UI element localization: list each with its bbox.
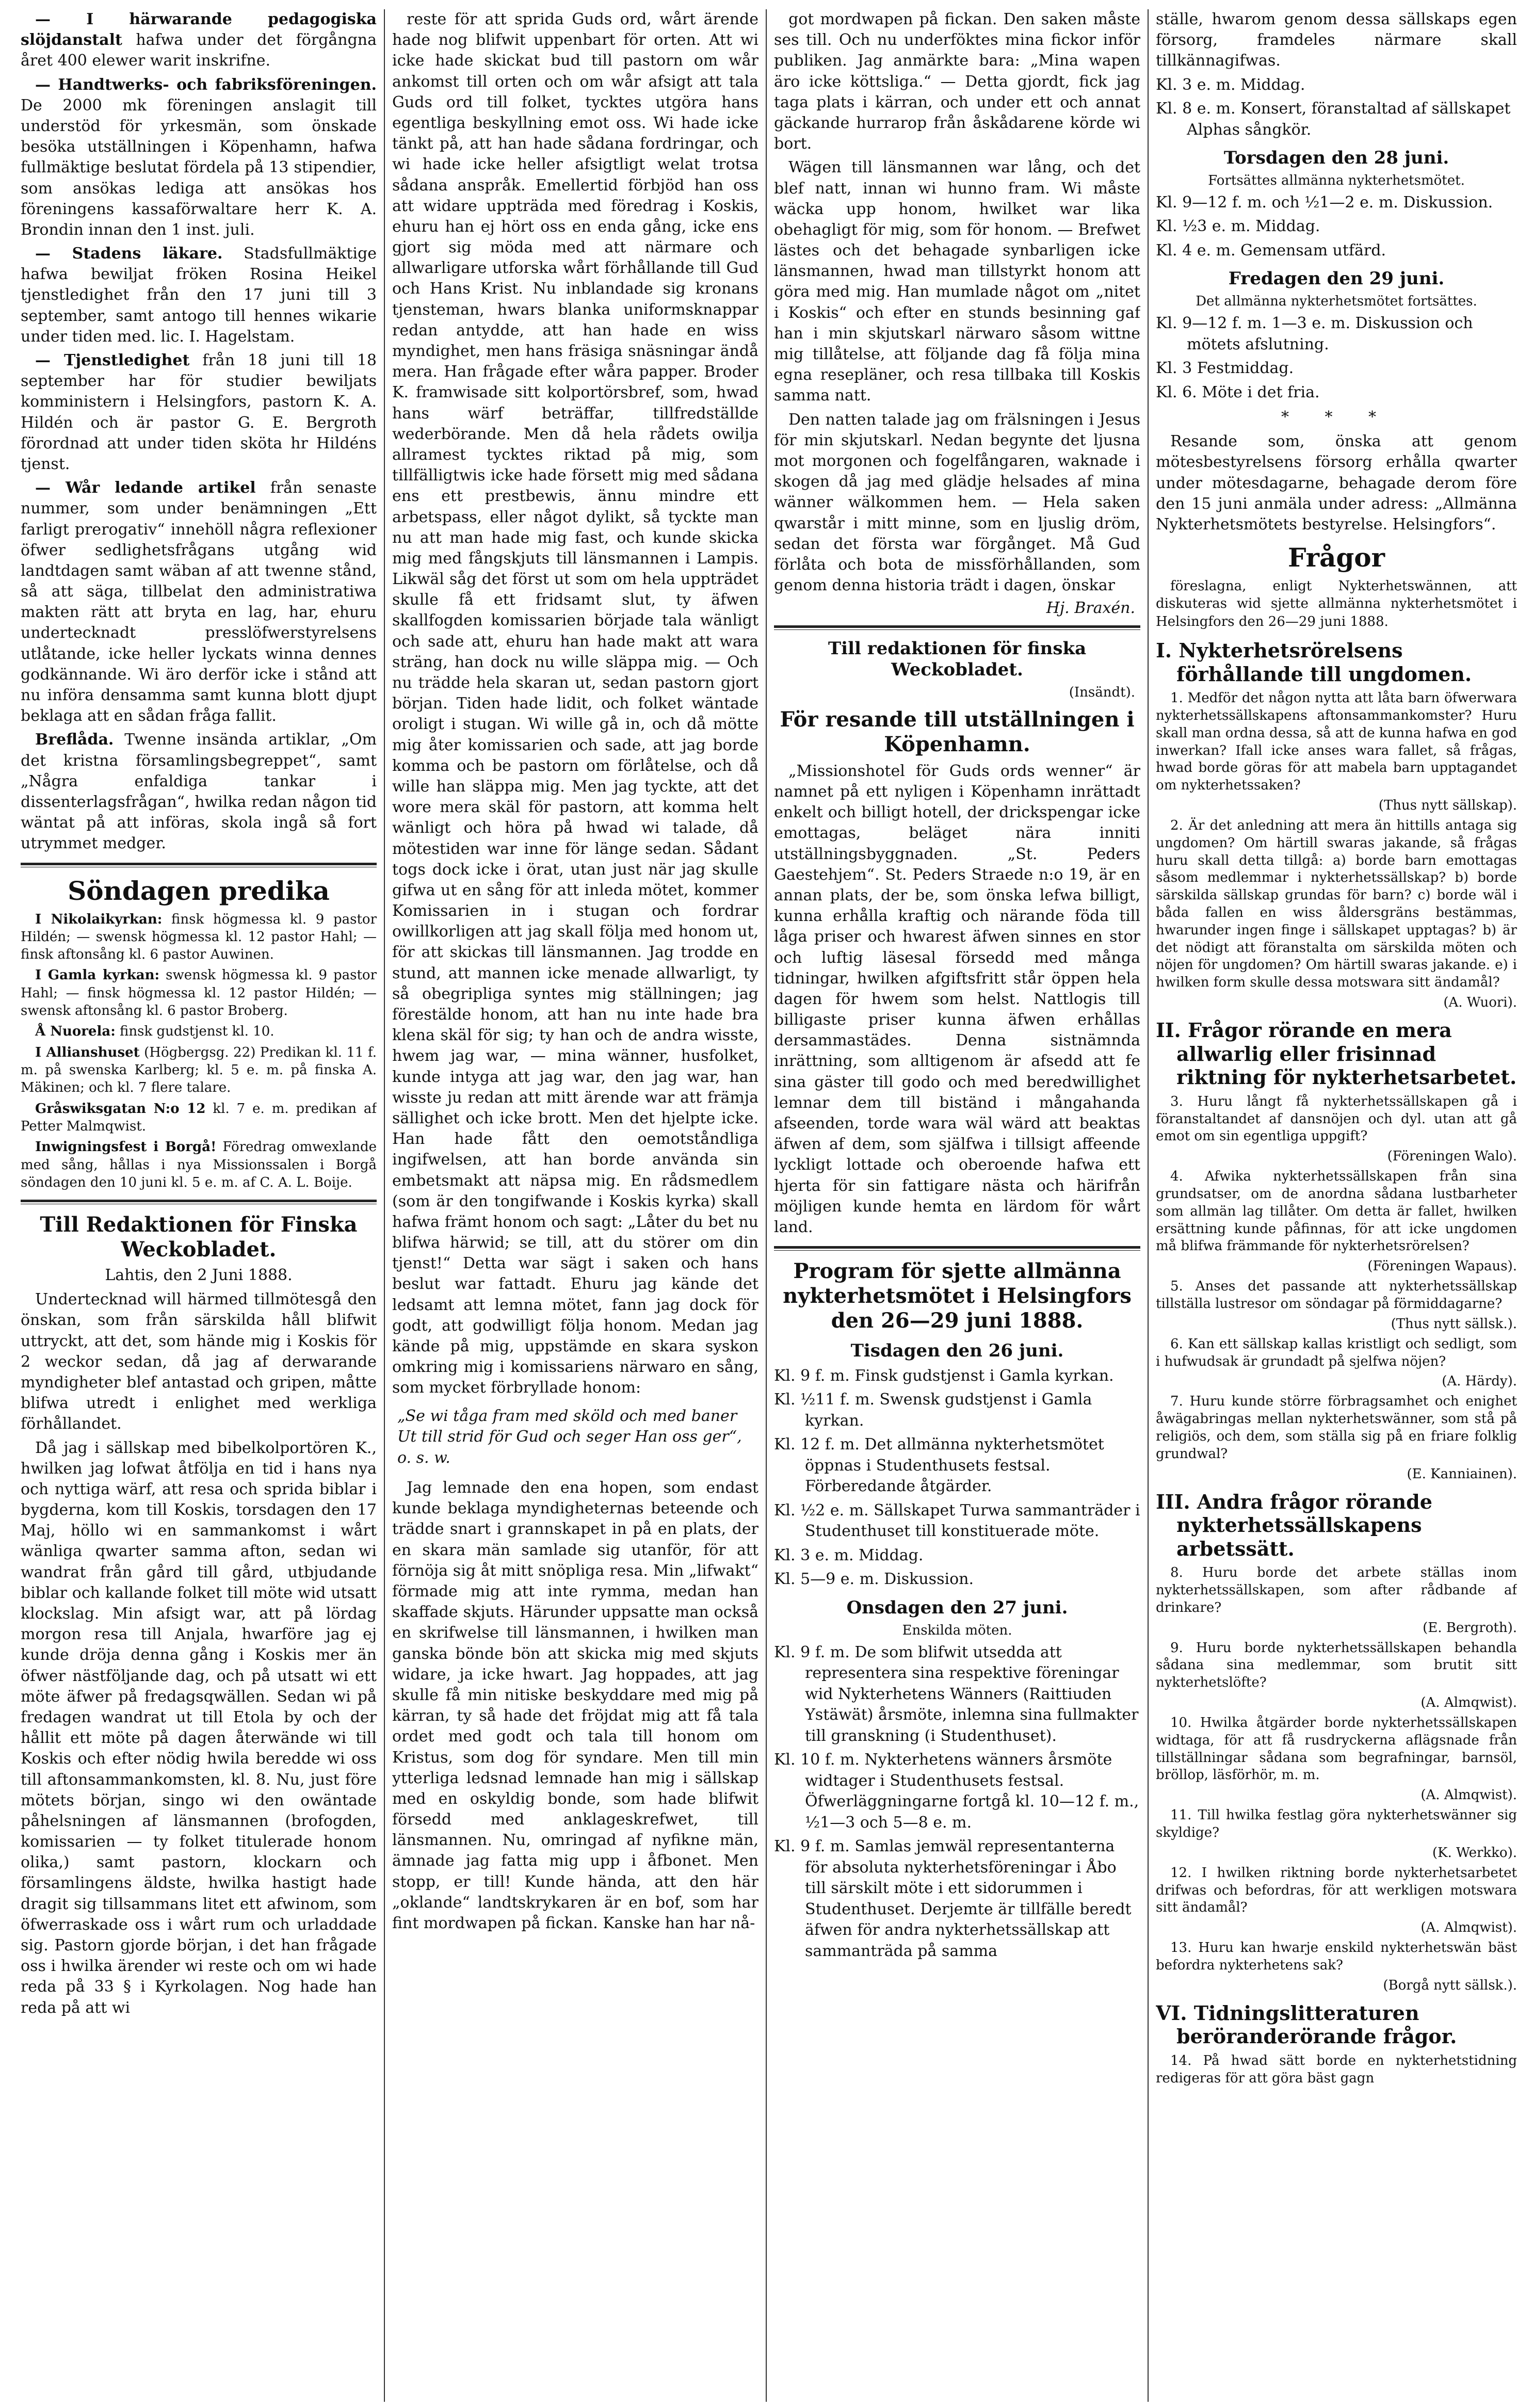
question: 2. Är det anledning att mera än hittills antaga sig ungdomen? Om härtill swaras jakande, så frågas huru skall detta tillgå: a) borde barn emottagas såsom medlemmar i nykterhetssällskap? b) borde särskilda sällskap grundas för barn? c) borde wäl i båda fallen en wiss åldersgräns bestämmas, hwarunder ingen finge i sällskapet upptagas? b) är det nödigt att föranstalta om särskilda möten och nöjen för ungdomen? Om härtill swaras jakande. e) i hwilken form skulle dessa motswara sitt ändamål? [1156,818,1517,991]
day-heading: Fredagen den 29 juni. [1228,268,1445,289]
item-text: kl. 7 e. m. predikan af Petter Malmqwist. [21,1101,377,1134]
news-item [21,730,377,854]
paragraph: reste för att sprida Guds ord, wårt ärende hade nog blifwit uppenbart för orten. Att wi icke hade skickat bud till pastorn om wår ankomst till orten och om wår afsigt att tala Guds ord till folket, tycktes utgöra hans egentliga beskyllning emot oss. Wi hade icke tänkt på, att han hade sådana fordringar, och wi hade icke heller afsigtligt welat trotsa sådana anspråk. Emellertid förbjöd han oss att widare uppträda med föredrag i Koskis, ehuru han ej hört oss en enda gång, icke ens gjort sig möda med att närmare och allwarligare utforska wårt förhållande till Gud och Hans Krist. Nu inblandade sig kronans tjensteman, hwars blanka uniformsknappar redan antydde, att han hade en wiss myndighet, men hans fräsiga snäsningar ändå mera. Han frågade efter wåra papper. Broder K. framwisade sitt kolportörsbref, som, hwad hans wärf beträffar, tillfredställde wederbörande. Men då hela rådets owilja allramest tycktes riktad på mig, som tillfälligtwis icke hade försett mig med sådana ens ett prestbewis, ännu mindre ett arbetspass, eller något dylikt, så tyckte man nu att man hade mig fast, och kunde skicka mig med fångskjuts till länsmannen i Lampis. Likwäl såg det först ut som om hela uppträdet skulle få ett fridsamt slut, ty äfwen skallfogden komissarien började tala wänligt och sade att, ehuru han hade makt att wara sträng, han dock nu wille släppa mig. — Och nu trädde hela skaran ut, sedan pastorn gjort början. Tiden hade lidit, och folket wäntade oroligt i stugan. Wi wille gå in, och då mötte mig åter komissarien och sade, att jag borde komma och be pastorn om förlåtelse, och då wille han släppa mig. Men jag tyckte, att det wore mera skäl för pastorn, att komma helt wänligt och höra på hwad wi talade, då mötestiden war inne för länge sedan. Sådant togs dock icke i örat, utan just när jag skulle gifwa ut en sång för att inleda mötet, kommer Komissarien in i stugan och fordrar owillkorligen att jag skall följa med honom ut, för att skickas till länsmannen. Jag trodde en stund, att mannen icke menade allwarligt, ty så obegripliga syntes mig ställningen; jag förestälde honom, att han nu inte hade bra klena skäl för sig; ty han och de andra wisste, hwem jag war, — mina wänner, husfolket, kunde intyga att jag war, den jag war, han wisste ju redan att mitt ärende war att främja sällighet och icke brott. Men det hjelpte icke. Han hade fått den oemotståndliga ingifwelsen, att han borde använda sin embetsmakt att näpsa mig. En rådsmedlem (som är den tongifwande i Koskis kyrka) skall hafwa främt honom och sagt: „Låter du bet nu blifwa härwid; se till, att du störer om din tjenst!“ Detta war sägt i saken och hans beslut war fattadt. Ehuru jag kände det ledsamt att lemna mötet, fann jag dock för godt, att godwilligt följa honom. Medan jag kände på mig, uppstämde en skara syskon omkring mig i komissariens närwaro en sång, som mycket förbryllade honom: [392,10,759,1397]
item-text: hafwa under det förgångna året 400 elewer warit inskrifne. [21,31,377,70]
paragraph: Jag lemnade den ena hopen, som endast kunde beklaga myndigheternas beteende och trädde snart i grannskapet in på en plats, der en skara män samlade sig utanför, för att förnöja sig åt mitt snöpliga resa. Min „lifwakt“ förmade mig att inte rymma, medan han skaffade skjuts. Härunder uppsatte man också en skrifwelse till länsmannen, i hwilken man ganska bönde bön att skicka mig med skjuts widare, ja icke hwart. Jag hoppades, att jag skulle få min nitiske beskyddare med mig på kärran, ty så hade det fröjdat mig att få tala ordet med godt och tala till honom om Kristus, som dog för syndare. Men till min ytterliga ledsnad lemnade han mig i sällskap med en oskyldig bonde, som hade blifwit försedd med anklageskrefwet, till länsmannen. Nu, omringad af nyfikne män, ämnade jag fatta mig upp i åfbonet. Men stopp, er till! Kunde hända, att den här „oklande“ landtskrykaren är en bof, som har fint mordwapen på fickan. Kanske han har nå- [392,1479,759,1932]
hotel-body [774,761,1140,1238]
question-list [1156,1093,1517,1482]
item-text: från 18 juni till 18 september har för studier bewiljats komministern i Helsingfors, pastorn K. A. Hildén och är pastor G. E. Bergroth förordnad att under tiden sköta hr Hildéns tjenst. [21,351,377,473]
question-list [1156,2053,1517,2088]
question: 6. Kan ett sällskap kallas kristligt och sedligt, som i hufwudsak är grundadt på sjelfwa nöjen? [1156,1336,1517,1369]
news-item [21,1100,377,1136]
verse-line: Ut till strid för Gud och seger Han oss ger“, o. s. w. [397,1428,742,1467]
letter-end [774,9,1140,596]
column-4 [1156,9,1517,2402]
separator [21,1200,377,1204]
day-subheading: Det allmänna nykterhetsmötet fortsättes. [1196,294,1477,310]
item-text: Twenne insända artiklar, „Om det kristna församlingsbegreppet“, samt „Några enfaldiga tankar i dissenterlagsfrågan“, hwilka redan någon tid wäntat på att införas, skola ingå så fort utrymmet medger. [21,731,377,853]
item-lead: Å Nuorela: [35,1024,116,1040]
separator [774,1246,1140,1251]
news-item [21,1023,377,1040]
section-heading: II. Frågor rörande en mera allwarlig eller frisinnad riktning för nykterhetsarbetet. [1156,1018,1517,1089]
schedule-item: Kl. 9—12 f. m. 1—3 e. m. Diskussion och mötets afslutning. [1156,314,1473,353]
question: 9. Huru borde nykterhetssällskapen behandla sådana sina medlemmar, som brutit sitt nykterhetslöfte? [1156,1640,1517,1691]
notice-heading: Till redaktionen för finska Weckobladet. [828,638,1087,681]
question-credit: (Föreningen Walo). [1387,1149,1517,1165]
question: 1. Medför det någon nytta att låta barn öfwerwara nykterhetssällskapens aftonsammankomster? Huru skall man ordna dessa, så att de kunna hafwa en god inwerkan? Ifall icke anses wara fallet, så frågas, hwad borde göras för att mabela barn upptagandet om nykterhetssaken? [1156,690,1517,794]
question: 8. Huru borde det arbete ställas inom nykterhetssällskapen, som after rådbande af drinkare? [1156,1565,1517,1615]
schedule-item: Kl. 4 e. m. Gemensam utfärd. [1156,241,1386,260]
item-lead: — Tjenstledighet [35,351,190,369]
questions-heading: Frågor [1287,542,1385,573]
question: 4. Afwika nykterhetssällskapen från sina grundsatser, om de anordna sådana lustbarheter som allmän lag tillåter. Om detta är fallet, hwilken ersättning kunde påfinnas, för att icke ungdomen må blifwa främmande för nykterhetsrörelsen? [1156,1169,1517,1254]
schedule-item: Kl. 9 f. m. Finsk gudstjenst i Gamla kyrkan. [774,1366,1114,1385]
item-text: Föredrag omwexlande med sång, hållas i nya Missionssalen i Borgå söndagen den 10 juni kl. 5 e. m. af C. A. L. Boije. [21,1139,377,1190]
question: 5. Anses det passande att nykterhetssällskap tillställa lustresor om söndagar på förmiddagarne? [1156,1279,1517,1312]
day-heading: Torsdagen den 28 juni. [1223,148,1449,169]
schedule-cont: ställe, hwarom genom dessa sällskaps egen försorg, framdeles närmare skall tillkännagifwas. [1156,10,1517,70]
question: 7. Huru kunde större förbragsamhet och enighet åwägabringas mellan nykterhetswänner, som stå på religiös, och dem, som ställa sig på en friare folklig grundwal? [1156,1394,1517,1462]
item-lead: — I härwarande pedagogiska slöjdanstalt [21,10,377,50]
day-schedule [774,1642,1140,1962]
letter-continuation [392,9,759,1399]
item-lead: — Stadens läkare. [35,245,223,263]
question: 10. Hwilka åtgärder borde nykterhetssällskapen widtaga, för att få rusdryckerna aflägsnade från tillställningar sådana som begrafningar, barnsöl, bröllop, läsförhör, m. m. [1156,1715,1517,1783]
section-heading: I. Nykterhetsrörelsens förhållande till ungdomen. [1156,639,1472,686]
news-item [21,350,377,475]
schedule-item: Kl. 3 e. m. Middag. [1156,75,1305,94]
paragraph: Undertecknad will härmed tillmötesgå den önskan, som från särskilda håll blifwit uttryckt, att det, som hände mig i Koskis för 2 weckor sedan, då jag af derwarande myndigheter blef antastad och gripen, måtte blifwa utredt i enlighet med werkliga förhållandet. [21,1290,377,1433]
schedule-item: Kl. 8 e. m. Konsert, föranstaltad af sällskapet Alphas sångkör. [1156,100,1511,139]
item-text: från senaste nummer, som under benämningen „Ett farligt prerogativ“ innehöll några reflexioner öfwer sedlighetsfrågans utgång wid landtdagen samt wäban af att twenne stånd, så att säga, tillbelat den administratiwa makten rätt att bryta en lag, har, ehuru undertecknadt presslöfwerstyrelsens utlåtande, icke heller lyckats winna dennes godkännande. Wi äro derför icke i stånd att nu införa densamma samt kunna blott djupt beklaga att en sådan fråga fallit. [21,479,377,725]
question-credit: (Borgå nytt sällsk.). [1383,1977,1517,1993]
letter-body [21,1289,377,2018]
day-schedule [1156,192,1517,262]
news-item [21,911,377,964]
hotel-heading: För resande till utställningen i Köpenhamn. [780,707,1135,756]
schedule-item: Kl. ½11 f. m. Swensk gudstjenst i Gamla kyrkan. [774,1391,1092,1430]
sunday-heading: Söndagen predika [68,875,330,906]
schedule-item: Kl. 10 f. m. Nykterhetens wänners årsmöte widtager i Studenthusets festsal. Öfwerläggningarne fortgå kl. 10—12 f. m., ½1—3 och 5—8 e. m. [774,1751,1139,1832]
news-items [21,9,377,854]
questions-intro: föreslagna, enligt Nykterhetswännen, att diskuteras wid sjette allmänna nykterhetsmötet i Helsingfors den 26—29 juni 1888. [1156,578,1517,629]
signature: Hj. Braxén. [1046,599,1135,618]
item-lead: Gråswiksgatan N:o 12 [35,1101,206,1117]
question: 12. I hwilken riktning borde nykterhetsarbetet drifwas och befordras, för att werkligen motswara sitt ändamål? [1156,1865,1517,1916]
item-lead: I Allianshuset [35,1044,140,1060]
question-credit: (E. Bergroth). [1423,1620,1517,1636]
letter-heading: Till Redaktionen för Finska Weckobladet. [40,1213,358,1262]
news-item [21,9,377,72]
schedule-item: Kl. 9—12 f. m. och ½1—2 e. m. Diskussion. [1156,193,1493,212]
column-1 [21,9,377,2402]
news-item [21,1044,377,1097]
schedule-item: Kl. 5—9 e. m. Diskussion. [774,1570,974,1589]
item-lead: — Wår ledande artikel [35,479,256,497]
item-lead: Inwigningsfest i Borgå! [35,1139,217,1155]
paragraph: Då jag i sällskap med bibelkolportören K., hwilken jag lofwat åtfölja en tid i hans nya och nyttiga wärf, att resa och sprida biblar i bygderna, kom till Koskis, torsdagen den 17 Maj, höllo wi en sammankomst i wårt wänliga qwarter samma afton, sedan wi wandrat från gård till gård, utbjudande biblar och kallande folket till möte wid utsatt klockslag. Min afsigt war, att på lördag morgon resa till Anjala, hwarföre jag ej kunde dröja denna gång i Koskis mer än öfwer nästföljande dag, och på utsatt wi ett möte äfwer på fredagsqwällen. Sedan wi på fredagen wandrat ut till Etola by och der hållit ett möte på dagen återwände wi till Koskis och efter nödig hwila beredde wi oss till aftonsammankomsten, kl. 8. Nu, just före mötets början, singo wi den owäntade påhelsningen af länsmannen (brofogden, komissarien — ty folket titulerade honom olika,) samt pastorn, klockarn och församlingens äldste, hwilka hastigt hade dragit sig tillsammans litet ett afwinom, som öfwerraskade oss i wårt rum och urladdade sig. Pastorn gjorde början, i det han frågade oss i hwilka ärender wi reste och om wi hade reda på 33 § i Kyrkolagen. Nog hade han reda på att wi [21,1439,377,2017]
resande-notice: Resande som, önska att genom mötesbestyrelsens försorg erhålla qwarter under mötesdagarne, behagade derom före den 15 juni anmäla under adress: „Allmänna Nykterhetsmötets bestyrelse. Helsingfors“. [1156,432,1517,534]
item-lead: — Handtwerks- och fabriksföreningen. [35,75,377,94]
question: 14. På hwad sätt borde en nykterhetstidning redigeras för att göra bäst gagn [1156,2053,1517,2086]
news-item [21,966,377,1020]
notice-sub: (Insändt). [1069,684,1135,700]
question-credit: (A. Härdy). [1442,1373,1517,1389]
question: 3. Huru långt få nykterhetssällskapen gå i föranstaltandet af dansnöjen och dyl. utan att gå emot om sin egentliga uppgift? [1156,1093,1517,1144]
column-2 [392,9,759,2402]
day-schedule [774,1366,1140,1590]
question: 13. Huru kan hwarje enskild nykterhetswän bäst befordra nykterhetens sak? [1156,1940,1517,1974]
item-lead: I Nikolaikyrkan: [35,911,163,927]
schedule-item: Kl. 3 Festmiddag. [1156,359,1294,378]
question: 11. Till hwilka festlag göra nykterhetswänner sig skyldige? [1156,1807,1517,1841]
news-item [21,1138,377,1191]
paragraph: Den natten talade jag om frälsningen i Jesus för min skjutskarl. Nedan begynte det ljusna mot morgonen och fogelfångaren, waknade i skogen då jag med glädje helsades af mina wänner wälkommen hem. — Hela saken qwarstår i mitt minne, som en ljuslig dröm, sedan det första war förgånget. Må Gud förlåta och bota de missförhållanden, som genom denna historia trädt i dagen, önskar [774,410,1140,595]
letter-continuation-2 [392,1478,759,1934]
column-3 [774,9,1140,2402]
day-subheading: Enskilda möten. [902,1622,1012,1638]
news-item [21,244,377,347]
question-credit: (A. Wuori). [1443,994,1517,1010]
schedule-item: Kl. ½3 e. m. Middag. [1156,217,1320,236]
divider-stars: * * * [1281,408,1392,427]
paragraph: Wägen till länsmannen war lång, och det blef natt, innan wi hunno fram. Wi måste wäcka upp honom, hwilket war lika obehagligt för mig, som för honom. — Brefwet lästes och det behagade synbarligen icke länsmannen, hwad man tillstyrkt honom att göra med mig. Han mumlade något om „nitet i Koskis“ och efter en stunds besinning gaf han i min skjutskarl närwaro såsom wittne mig tillåtelse, att följande dag få följa mina egna resepläner, och resa tillbaka till Koskis samma natt. [774,158,1140,405]
separator [774,625,1140,630]
day-schedule [1156,313,1517,403]
column-rule [1148,9,1149,2402]
item-lead: Breflåda. [35,731,114,749]
item-text: De 2000 mk föreningen anslagit till understöd för yrkesmän, som önskade besöka utställningen i Köpenhamn, hafwa fullmäktige beslutat fördela på 13 stipendier, som ansökas lediga att ansökas hos föreningens kassaförwaltare herr K. A. Brondin innan den 1 inst. juli. [21,96,377,239]
letter-date: Lahtis, den 2 Juni 1888. [105,1266,293,1285]
question-credit: (Thus nytt sällsk.). [1391,1316,1517,1332]
hymn-verse [392,1406,759,1469]
news-item [21,75,377,241]
item-text: finsk gudstjenst kl. 10. [115,1024,275,1040]
schedule-item: Kl. 12 f. m. Det allmänna nykterhetsmötet öppnas i Studenthusets festsal. Förberedande åtgärder. [774,1435,1104,1496]
item-text: swensk högmessa kl. 9 pastor Hahl; — finsk högmessa kl. 12 pastor Hildén; — swensk aftonsång kl. 6 pastor Broberg. [21,967,377,1019]
schedule-item: Kl. 3 e. m. Middag. [774,1546,924,1564]
news-item [21,478,377,726]
paragraph: „Missionshotel för Guds ords wenner“ är namnet på ett nyligen i Köpenhamn inrättadt enkelt och billigt hotell, der drickspengar icke emottagas, beläget nära inniti utställningsbyggnaden. „St. Peders Gaestehjem“. St. Peders Straede n:o 19, är en annan plats, der be, som önska lefwa billigt, kunna erhålla kraftig och närande föda till låga priser och hwarest äfwen sinnes en stor och luftig läsesal försedd med många tidningar, hwilken afgiftsfritt står öppen hela dagen för hwem som helst. Nattlogis till billigaste priser kunna äfwen erhållas dersammastädes. Denna sistnämnda inrättning, som alltigenom är afsedd att fe sina gäster till godo och med beredwillighet lemnar dem till biständ i mångahanda afseenden, torde wara wäl wärd att beaktas äfwen af dem, som själfwa i tillsigt affeende lyckligt lottade och oberoende hafwa ett hjerta för sin fattigare nästa och härifrån möjligen kunde hemta en lärdom för wårt land. [774,762,1140,1236]
day-schedule [1156,75,1517,141]
question-credit: (Thus nytt sällskap). [1378,798,1517,813]
verse-line: „Se wi tåga fram med sköld och med baner [397,1407,737,1425]
column-rule [766,9,767,2402]
program-heading: Program för sjette allmänna nykterhetsmötet i Helsingfors den 26—29 juni 1888. [783,1259,1132,1333]
question-credit: (A. Almqwist). [1421,1920,1517,1936]
item-text: finsk högmessa kl. 9 pastor Hildén; — swensk högmessa kl. 12 pastor Hahl; — finsk aftonsång kl. 6 pastor Auwinen. [21,911,377,963]
day-heading: Onsdagen den 27 juni. [846,1597,1068,1618]
question-credit: (Föreningen Wapaus). [1367,1258,1517,1274]
schedule-item: Kl. 9 f. m. Samlas jemwäl representanterna för absoluta nykterhetsföreningar i Åbo till särskilt möte i ett sidorummen i Studenthuset. Derjemte är tillfälle beredt äfwen för andra nykterhetssällskap att sammanträda på samma [774,1837,1132,1960]
question-list [1156,690,1517,1010]
question-credit: (K. Werkko). [1432,1845,1517,1861]
section-heading: VI. Tidningslitteraturen beröranderörande frågor. [1156,2001,1457,2048]
item-lead: I Gamla kyrkan: [35,967,160,983]
item-text: Stadsfullmäktige hafwa bewiljat fröken Rosina Heikel tjenstledighet från den 17 juni till 3 september, samt antogo till hennes wikarie under tiden med. lic. I. Hagelstam. [21,245,377,346]
question-list [1156,1564,1517,1993]
day-subheading: Fortsättes allmänna nykterhetsmötet. [1208,172,1465,188]
schedule-item: Kl. 6. Möte i det fria. [1156,383,1320,401]
question-credit: (E. Kanniainen). [1407,1466,1517,1482]
section-heading: III. Andra frågor rörande nykterhetssällskapens arbetssätt. [1156,1490,1432,1560]
sunday-listing [21,911,377,1192]
question-credit: (A. Almqwist). [1421,1695,1517,1711]
day-heading: Tisdagen den 26 juni. [850,1340,1064,1362]
paragraph: got mordwapen på fickan. Den saken måste ses till. Och nu underföktes mina fickor inför publiken. Jag anmärkte bara: „Mina wapen äro icke köttsliga.“ — Detta gjordt, fick jag taga plats i kärran, och under ett och annat gäckande hurrarop från åskådarene körde wi bort. [774,10,1140,153]
separator [21,863,377,867]
schedule-item: Kl. 9 f. m. De som blifwit utsedda att representera sina respektive föreningar wid Nykterhetens Wänners (Raittiuden Ystäwät) årsmöte, inlemna sina fullmakter till granskning (i Studenthuset). [774,1643,1139,1745]
schedule-item: Kl. ½2 e. m. Sällskapet Turwa sammanträder i Studenthuset till konstituerade möte. [774,1501,1140,1541]
item-text: (Högbergsg. 22) Predikan kl. 11 f. m. på swenska Karlberg; kl. 5 e. m. på finska A. Mäkinen; och kl. 7 flere talare. [21,1044,377,1096]
question-credit: (A. Almqwist). [1421,1787,1517,1803]
column-rule [384,9,385,2402]
